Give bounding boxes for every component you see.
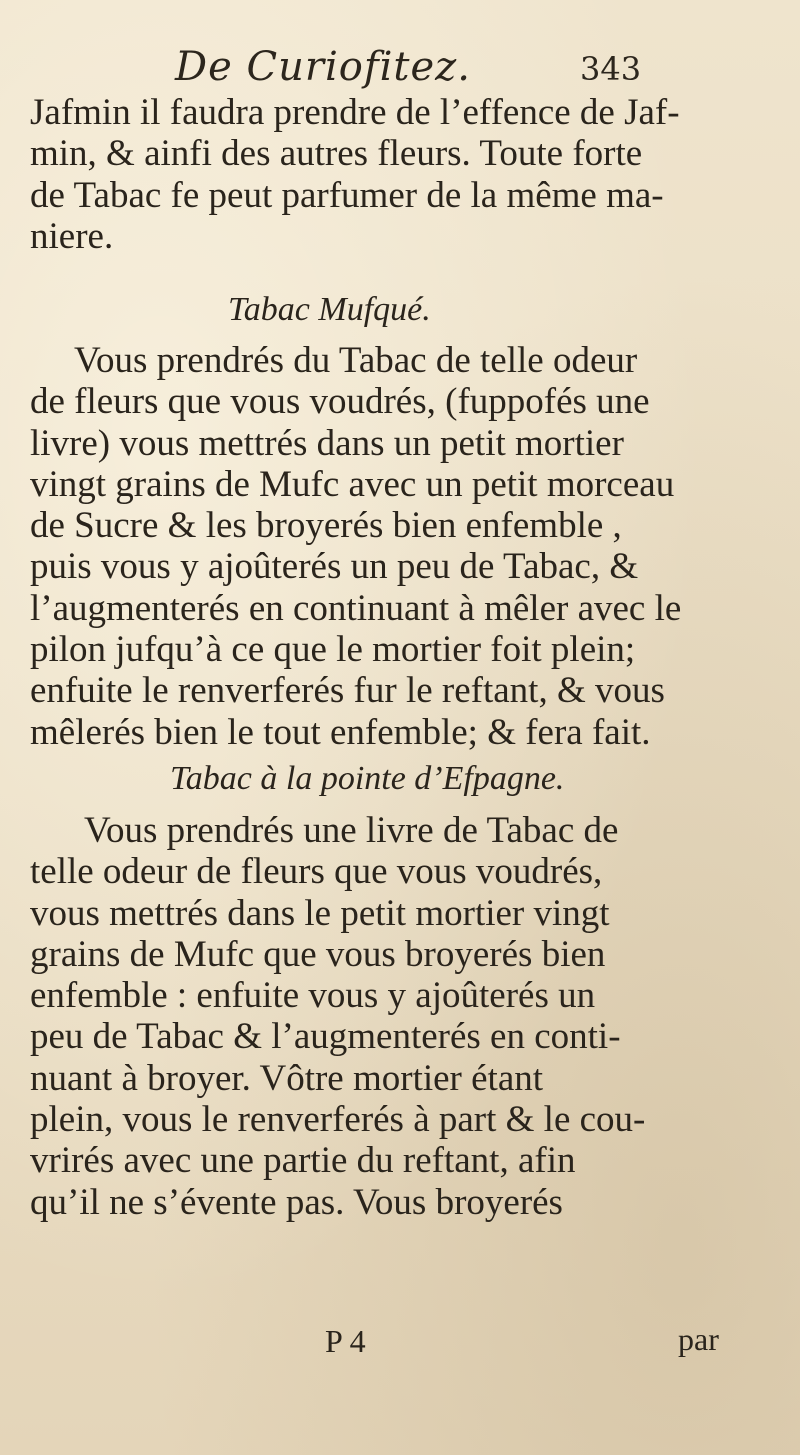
text-line: de Tabac fe peut parfumer de la même ma- <box>30 174 664 216</box>
page-header <box>0 38 800 98</box>
section-body-tabac-musque <box>30 340 775 753</box>
text-line: vous mettrés dans le petit mortier vingt <box>30 892 610 934</box>
text-line: vrirés avec une partie du reftant, afin <box>30 1140 576 1182</box>
text-line: min, & ainfi des autres fleurs. Toute forte <box>30 133 643 175</box>
text-line: nuant à broyer. Vôtre mortier étant <box>30 1057 544 1099</box>
text-line: l’augmenterés en continuant à mêler avec le <box>30 587 682 629</box>
text-line: de fleurs que vous voudrés, (fuppofés une <box>30 381 650 423</box>
text-line: Vous prendrés une livre de Tabac de <box>84 810 619 851</box>
text-line: de Sucre & les broyerés bien enfemble , <box>30 505 622 547</box>
catchword: par <box>678 1321 719 1357</box>
text-line: mêlerés bien le tout enfemble; & fera fait. <box>30 711 651 753</box>
text-line: Jafmin il faudra prendre de l’effence de Jaf- <box>30 92 680 133</box>
text-line: grains de Mufc que vous broyerés bien <box>30 933 606 975</box>
paragraph-continuation <box>30 92 775 257</box>
text-line: telle odeur de fleurs que vous voudrés, <box>30 851 603 893</box>
section-body-tabac-espagne <box>30 810 775 1223</box>
signature-mark: P 4 <box>325 1323 366 1359</box>
text-line: qu’il ne s’évente pas. Vous broyerés <box>30 1181 563 1223</box>
section-heading-tabac-musque: Tabac Mufqué. <box>228 291 431 328</box>
text-line: pilon jufqu’à ce que le mortier foit plein; <box>30 629 636 671</box>
text-line: plein, vous le renverferés à part & le cou- <box>30 1099 646 1141</box>
section-heading-tabac-espagne: Tabac à la pointe d’Efpagne. <box>170 760 565 797</box>
text-line: puis vous y ajoûterés un peu de Tabac, & <box>30 546 639 588</box>
text-line: livre) vous mettrés dans un petit mortier <box>30 422 624 464</box>
text-line: vingt grains de Mufc avec un petit morceau <box>30 463 675 505</box>
text-line: enfemble : enfuite vous y ajoûterés un <box>30 975 596 1017</box>
text-line: Vous prendrés du Tabac de telle odeur <box>74 340 638 381</box>
text-line: enfuite le renverferés fur le reftant, & vous <box>30 670 665 712</box>
text-line: peu de Tabac & l’augmenterés en conti- <box>30 1016 621 1058</box>
running-title: De Curiofitez. <box>175 44 471 90</box>
page-number: 343 <box>580 50 642 88</box>
text-line: niere. <box>30 215 114 257</box>
